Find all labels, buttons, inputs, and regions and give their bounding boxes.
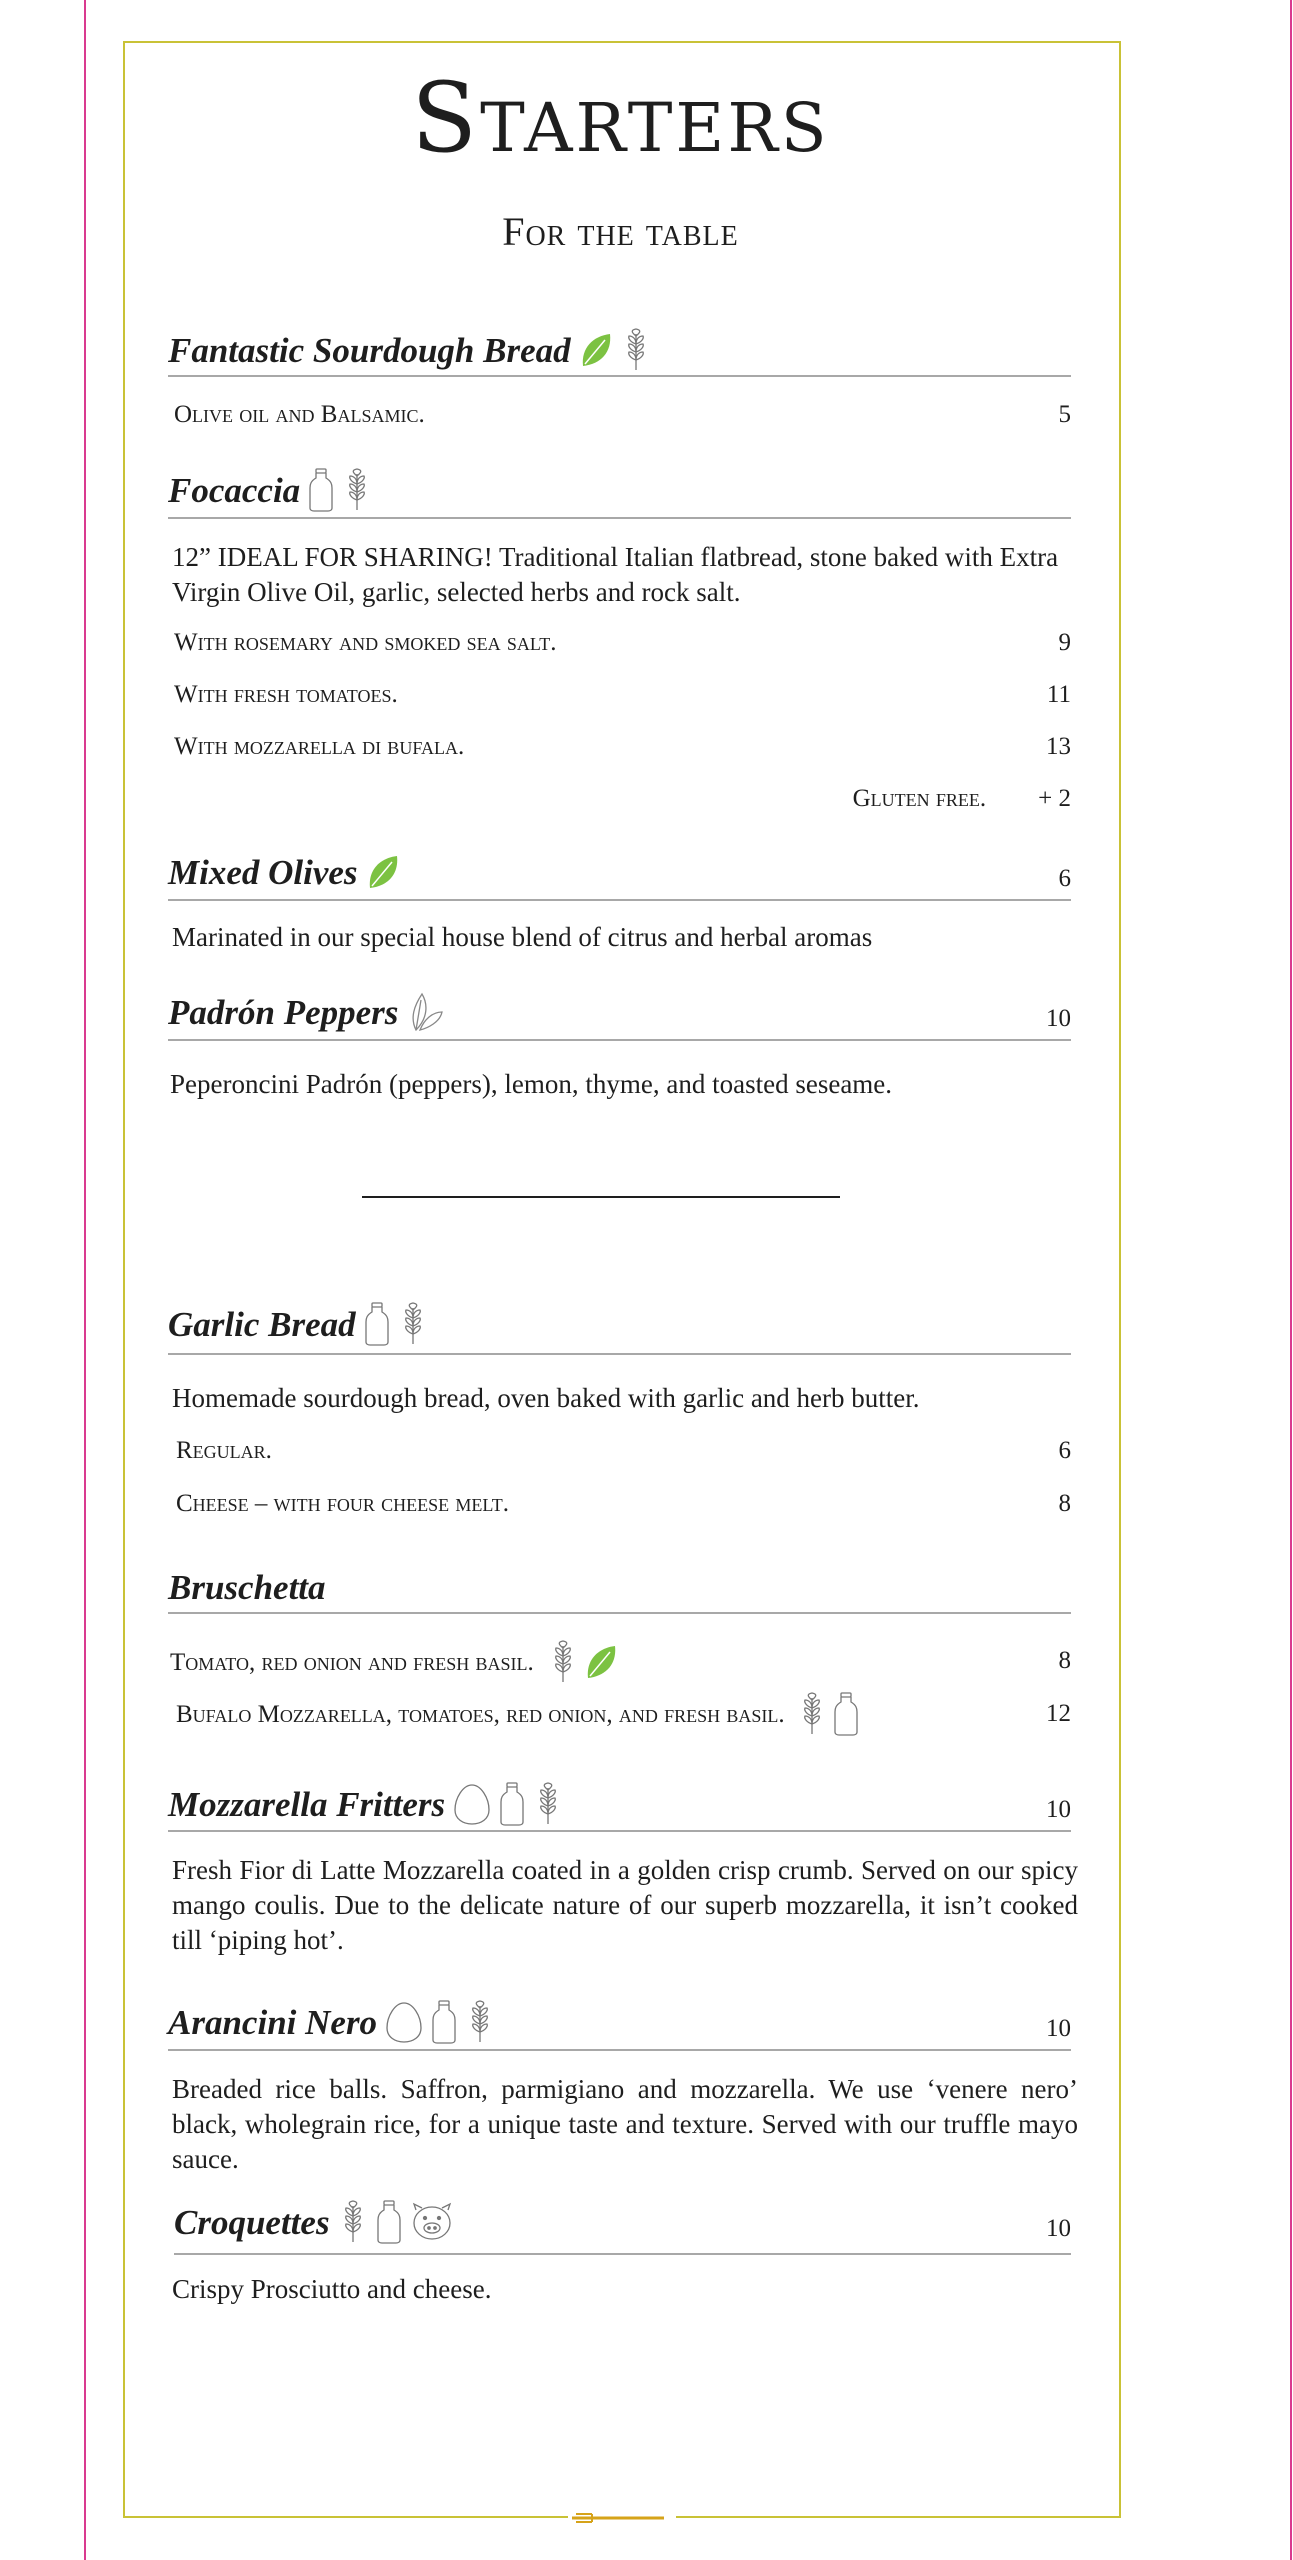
item-sourdough-price: 5 <box>1058 401 1071 428</box>
item-fritters-price: 10 <box>1046 1796 1071 1823</box>
section-divider <box>362 1196 840 1198</box>
gluten-free-option <box>853 786 1071 811</box>
milk-bottle-icon <box>499 1782 525 1826</box>
item-olives-heading <box>168 852 400 892</box>
divider-rule <box>168 2049 1071 2051</box>
item-focaccia-description: 12” IDEAL FOR SHARING! Traditional Italian flatbread, stone baked with Extra Virgin Olive Oil, garlic, selected herbs and rock salt. <box>172 542 1059 607</box>
milk-bottle-icon <box>376 2200 402 2244</box>
vegan-leaf-icon <box>579 330 613 370</box>
option-label: With mozzarella di bufala. <box>174 733 465 760</box>
option-label: Tomato, red onion and fresh basil. <box>170 1648 534 1676</box>
bruschetta-option-2 <box>176 1692 859 1736</box>
item-name: Fantastic Sourdough Bread <box>168 330 571 370</box>
divider-rule <box>168 1353 1071 1355</box>
option-label: Cheese – with four cheese melt. <box>176 1490 510 1517</box>
item-fritters-heading <box>168 1782 563 1826</box>
wheat-icon <box>398 1302 428 1346</box>
wheat-icon <box>548 1640 578 1684</box>
item-arancini-price: 10 <box>1046 2015 1071 2042</box>
item-name: Garlic Bread <box>168 1304 356 1344</box>
page-edge-right <box>1290 0 1292 2560</box>
item-croquettes-price: 10 <box>1046 2215 1071 2242</box>
item-padron-heading <box>168 990 444 1034</box>
option-label: Regular. <box>176 1437 272 1464</box>
milk-bottle-icon <box>833 1692 859 1736</box>
vegan-leaf-icon <box>366 852 400 892</box>
page-subtitle: For the table <box>502 209 739 254</box>
item-name: Padrón Peppers <box>168 992 399 1032</box>
divider-rule <box>168 1830 1071 1832</box>
option-price: 6 <box>1058 1437 1071 1464</box>
divider-rule <box>168 375 1071 377</box>
divider-rule <box>174 2253 1071 2255</box>
wheat-icon <box>797 1692 827 1736</box>
wheat-icon <box>338 2200 368 2244</box>
egg-icon <box>385 2000 423 2044</box>
milk-bottle-icon <box>308 468 334 512</box>
item-name: Mixed Olives <box>168 852 358 892</box>
option-label: Bufalo Mozzarella, tomatoes, red onion, and fresh basil. <box>176 1700 785 1728</box>
item-padron-description: Peperoncini Padrón (peppers), lemon, thyme, and toasted seseame. <box>170 1069 893 1099</box>
option-label: With fresh tomatoes. <box>174 681 398 708</box>
gluten-free-price: + 2 <box>1038 785 1071 812</box>
item-name: Bruschetta <box>168 1568 326 1607</box>
item-sourdough-description: Olive oil and Balsamic. <box>174 401 425 428</box>
fork-ornament <box>568 2508 676 2528</box>
option-price: 9 <box>1058 629 1071 656</box>
item-bruschetta-heading <box>168 1570 326 1605</box>
item-sourdough-heading <box>168 328 651 372</box>
item-croquettes-heading <box>174 2200 454 2244</box>
divider-rule <box>168 899 1071 901</box>
divider-rule <box>168 1612 1071 1614</box>
item-name: Focaccia <box>168 470 301 510</box>
item-name: Mozzarella Fritters <box>168 1784 446 1824</box>
option-price: 11 <box>1046 681 1071 708</box>
wheat-icon <box>465 2000 495 2044</box>
item-arancini-description: Breaded rice balls. Saffron, parmigiano and mozzarella. We use ‘venere nero’ black, wholegrain rice, for a unique taste and texture. Served with our truffle mayo sauce. <box>172 2074 1078 2174</box>
egg-icon <box>453 1782 491 1826</box>
option-label: With rosemary and smoked sea salt. <box>174 629 557 656</box>
option-price: 12 <box>1046 1700 1071 1727</box>
item-name: Arancini Nero <box>168 2002 378 2042</box>
item-fritters-description: Fresh Fior di Latte Mozzarella coated in a golden crisp crumb. Served on our spicy mango coulis. Due to the delicate nature of our superb mozzarella, it isn’t cooked till ‘piping hot’. <box>172 1855 1078 1955</box>
item-olives-price: 6 <box>1058 865 1071 892</box>
wheat-icon <box>342 468 372 512</box>
gluten-free-label: Gluten free. <box>852 785 987 812</box>
item-arancini-heading <box>168 2000 495 2044</box>
wheat-icon <box>533 1782 563 1826</box>
vegetarian-leaf-icon <box>406 990 444 1034</box>
item-garlic-heading <box>168 1302 428 1346</box>
option-price: 8 <box>1058 1490 1071 1517</box>
divider-rule <box>168 1039 1071 1041</box>
item-focaccia-heading <box>168 468 372 512</box>
item-garlic-description: Homemade sourdough bread, oven baked with garlic and herb butter. <box>172 1383 920 1413</box>
page-edge-left <box>84 0 86 2560</box>
bruschetta-option-1 <box>170 1640 618 1684</box>
pig-icon <box>410 2202 454 2242</box>
item-padron-price: 10 <box>1046 1005 1071 1032</box>
wheat-icon <box>621 328 651 372</box>
item-croquettes-description: Crispy Prosciutto and cheese. <box>172 2274 492 2304</box>
divider-rule <box>168 517 1071 519</box>
vegan-leaf-icon <box>584 1642 618 1682</box>
item-olives-description: Marinated in our special house blend of citrus and herbal aromas <box>172 922 873 952</box>
milk-bottle-icon <box>364 1302 390 1346</box>
item-name: Croquettes <box>174 2202 330 2242</box>
milk-bottle-icon <box>431 2000 457 2044</box>
option-price: 8 <box>1058 1647 1071 1674</box>
option-price: 13 <box>1046 733 1071 760</box>
page-title: Starters <box>411 62 830 174</box>
